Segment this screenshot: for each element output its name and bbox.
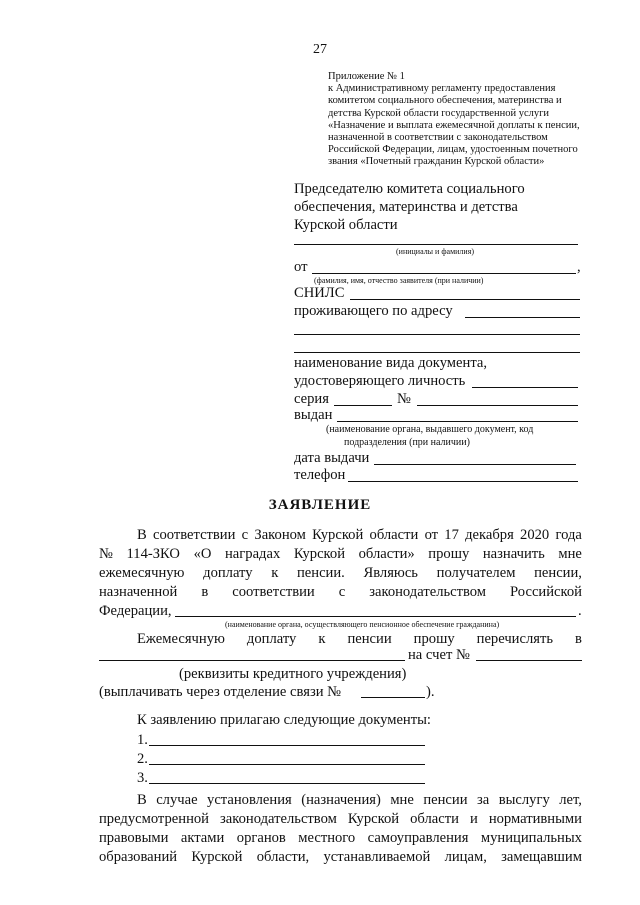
word: области	[369, 527, 419, 543]
post-office-end: ).	[426, 684, 435, 700]
word: области»	[358, 546, 415, 562]
doc-type-label-1: наименование вида документа,	[294, 355, 488, 371]
address-label: проживающего по адресу	[294, 303, 453, 319]
appendix-line: к Административному регламенту предоставления	[328, 83, 556, 95]
page-number: 27	[313, 42, 327, 57]
word: В	[137, 527, 147, 543]
word: к	[318, 631, 326, 647]
word: 2020	[520, 527, 550, 543]
body-p1-line-4	[99, 584, 582, 601]
issuer-hint-1: (наименование органа, выдавшего документ, код	[326, 424, 534, 435]
word: Российской	[510, 584, 582, 600]
bank-hint: (реквизиты кредитного учреждения)	[179, 666, 407, 682]
word: с	[338, 584, 346, 600]
applicant-name-line	[312, 273, 576, 274]
word: декабря	[465, 527, 514, 543]
post-office-line	[361, 697, 425, 698]
word: соответствии	[152, 527, 236, 543]
issue-date-line	[374, 464, 576, 465]
phone-label: телефон	[294, 467, 346, 483]
word: области	[410, 811, 459, 827]
body-p1-line-2	[99, 546, 582, 563]
word: за	[476, 792, 490, 808]
word: назначить	[482, 546, 545, 562]
word: Курской	[191, 849, 243, 865]
word: доплату	[246, 631, 297, 647]
addressee-line-1: Председателю комитета социального	[294, 181, 525, 197]
body-p3-line-1	[137, 792, 582, 809]
word: местного	[298, 830, 356, 846]
body-p1-line-5: Федерации,	[99, 603, 172, 619]
appendix-header	[328, 71, 580, 169]
word: выслугу	[498, 792, 550, 808]
word: пенсии	[423, 792, 468, 808]
word: пенсии	[347, 631, 392, 647]
word: мне	[390, 792, 414, 808]
number-label: №	[397, 391, 411, 407]
word: наградах	[225, 546, 281, 562]
attachment-line-3	[149, 783, 425, 784]
body-p3-line-2	[99, 811, 582, 828]
word: пенсии.	[296, 565, 345, 581]
phone-line	[348, 481, 578, 482]
word: соответствии	[232, 584, 315, 600]
attachment-item-3: 3.	[137, 770, 148, 786]
word: Курской	[347, 811, 400, 827]
fio-hint: (фамилия, имя, отчество заявителя (при наличии)	[314, 276, 484, 285]
attachments-intro: К заявлению прилагаю следующие документы:	[137, 712, 431, 728]
word: лицам,	[444, 849, 487, 865]
word: в	[201, 584, 209, 600]
word: установления	[207, 792, 292, 808]
addressee-line-3: Курской области	[294, 217, 398, 233]
document-title: ЗАЯВЛЕНИЕ	[268, 497, 372, 513]
body-p2-line-1	[137, 631, 582, 648]
address-line-3	[294, 352, 580, 353]
number-line	[417, 405, 578, 406]
word: к	[271, 565, 279, 581]
from-label: от	[294, 259, 308, 275]
word: ежемесячную	[99, 565, 185, 581]
word: и	[469, 811, 478, 827]
addressee-line-2: обеспечения, материнства и детства	[294, 199, 518, 215]
doc-type-label-2: удостоверяющего личность	[294, 373, 466, 389]
body-p1-period: .	[578, 603, 582, 619]
word: Курской	[293, 546, 346, 562]
issuer-hint-2: подразделения (при наличии)	[344, 437, 470, 448]
appendix-line: Приложение № 1	[328, 71, 405, 82]
word: законодательством	[369, 584, 487, 600]
word: лет,	[559, 792, 582, 808]
word: самоуправления	[367, 830, 469, 846]
attachment-item-1: 1.	[137, 732, 148, 748]
issued-label: выдан	[294, 407, 333, 423]
word: Курской	[312, 527, 364, 543]
word: 114-ЗКО	[126, 546, 180, 562]
issue-date-label: дата выдачи	[294, 450, 370, 466]
word: органов	[236, 830, 286, 846]
word: образований	[99, 849, 178, 865]
word: №	[99, 546, 113, 562]
word: прошу	[413, 631, 455, 647]
word: в	[575, 631, 582, 647]
word: нормативными	[488, 811, 582, 827]
word: доплату	[203, 565, 253, 581]
pension-org-hint: (наименование органа, осуществляющего пенсионное обеспечение гражданина)	[225, 620, 500, 629]
word: области,	[256, 849, 310, 865]
word: Законом	[254, 527, 306, 543]
word: Являюсь	[363, 565, 418, 581]
word: устанавливаемой	[323, 849, 431, 865]
word: В	[137, 792, 147, 808]
address-line-2	[294, 334, 580, 335]
address-line-1	[465, 317, 580, 318]
pension-org-line	[175, 616, 576, 617]
word: мне	[558, 546, 582, 562]
attachment-item-2: 2.	[137, 751, 148, 767]
from-comma: ,	[577, 259, 581, 275]
word: 17	[444, 527, 459, 543]
appendix-line: Российской Федерации, лицам, удостоенным почетного	[328, 144, 578, 156]
word: случае	[156, 792, 198, 808]
chairman-name-line	[294, 244, 578, 245]
word: перечислять	[476, 631, 553, 647]
account-line	[476, 660, 582, 661]
appendix-line: детства Курской области государственной услуги	[328, 107, 550, 119]
word: от	[424, 527, 439, 543]
word: замещавшим	[501, 849, 582, 865]
word: назначенной	[99, 584, 178, 600]
word: прошу	[428, 546, 470, 562]
body-p1-line-1	[137, 527, 582, 544]
word: года	[555, 527, 582, 543]
word: муниципальных	[480, 830, 582, 846]
word: Ежемесячную	[137, 631, 225, 647]
issued-line	[337, 421, 578, 422]
word: (назначения)	[301, 792, 381, 808]
word: получателем	[436, 565, 516, 581]
word: правовыми	[99, 830, 169, 846]
word: с	[241, 527, 249, 543]
word: пенсии,	[534, 565, 582, 581]
snils-label: СНИЛС	[294, 285, 345, 301]
appendix-line: назначенной в соответствии с законодательством	[328, 132, 548, 144]
bank-name-line	[99, 660, 405, 661]
appendix-line: комитетом социального обеспечения, материнства и	[328, 95, 562, 107]
word: законодательством	[220, 811, 337, 827]
series-label: серия	[294, 391, 329, 407]
body-p1-line-3	[99, 565, 582, 582]
appendix-line: «Назначение и выплата ежемесячной доплаты к пенсии,	[328, 119, 580, 131]
word: «О	[193, 546, 212, 562]
attachment-line-1	[149, 745, 425, 746]
word: актами	[180, 830, 225, 846]
snils-line	[350, 299, 580, 300]
series-line	[334, 405, 392, 406]
body-p3-line-3	[99, 830, 582, 847]
appendix-line: звания «Почетный гражданин Курской области»	[328, 156, 545, 168]
initials-hint: (инициалы и фамилия)	[396, 247, 475, 256]
word: предусмотренной	[99, 811, 209, 827]
post-office-label: (выплачивать через отделение связи №	[99, 684, 342, 700]
body-p3-line-4	[99, 849, 582, 866]
doc-type-line	[472, 387, 578, 388]
account-label: на счет №	[408, 647, 470, 663]
attachment-line-2	[149, 764, 425, 765]
